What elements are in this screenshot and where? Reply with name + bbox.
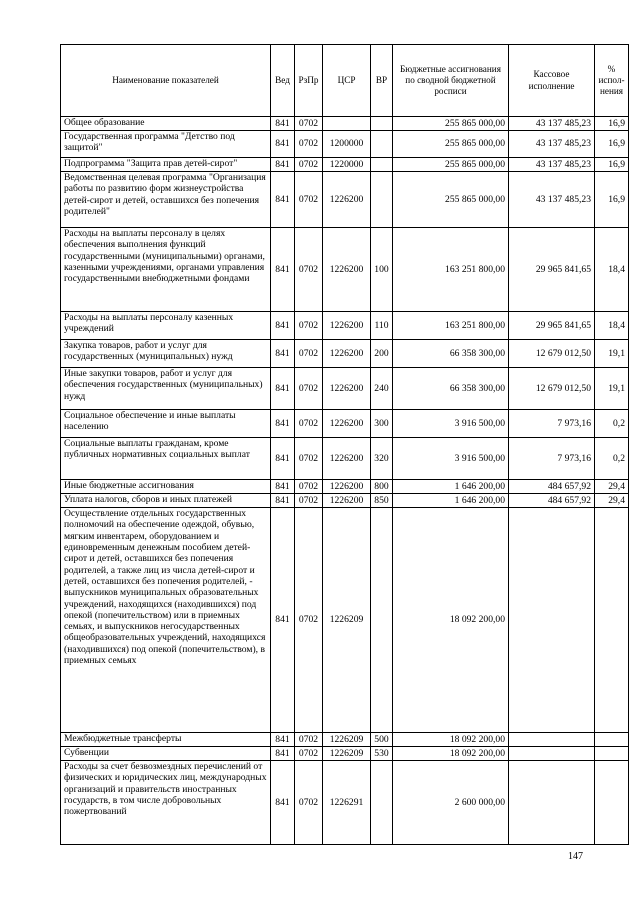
row-percent: 18,4 xyxy=(595,312,629,340)
row-name: Расходы на выплаты персоналу в целях обеспечения выполнения функций государственными (муниципальными) органами, казенными учреждениями, органами управления государственными внебюджетными фондами xyxy=(61,228,271,312)
row-cash: 43 137 485,23 xyxy=(509,158,595,172)
row-name: Социальное обеспечение и иные выплаты населению xyxy=(61,410,271,438)
table-row xyxy=(61,761,629,845)
table-row xyxy=(61,733,629,747)
row-ved: 841 xyxy=(271,494,295,508)
table-row xyxy=(61,480,629,494)
row-rzpr: 0702 xyxy=(295,340,323,368)
row-name: Уплата налогов, сборов и иных платежей xyxy=(61,494,271,508)
row-budget: 18 092 200,00 xyxy=(393,747,509,761)
row-ved: 841 xyxy=(271,117,295,131)
row-budget: 1 646 200,00 xyxy=(393,480,509,494)
row-vr: 800 xyxy=(371,480,393,494)
row-ved: 841 xyxy=(271,368,295,410)
row-name: Расходы на выплаты персоналу казенных учреждений xyxy=(61,312,271,340)
row-ved: 841 xyxy=(271,761,295,845)
row-rzpr: 0702 xyxy=(295,733,323,747)
row-csr: 1226200 xyxy=(323,340,371,368)
table-row xyxy=(61,494,629,508)
row-percent: 16,9 xyxy=(595,117,629,131)
row-name: Государственная программа "Детство под защитой" xyxy=(61,131,271,158)
row-csr: 1226200 xyxy=(323,410,371,438)
row-budget: 66 358 300,00 xyxy=(393,368,509,410)
row-csr: 1226200 xyxy=(323,480,371,494)
row-ved: 841 xyxy=(271,747,295,761)
row-csr: 1226200 xyxy=(323,438,371,480)
row-rzpr: 0702 xyxy=(295,172,323,228)
row-vr: 300 xyxy=(371,410,393,438)
row-percent xyxy=(595,733,629,747)
table-row xyxy=(61,312,629,340)
row-budget: 163 251 800,00 xyxy=(393,228,509,312)
row-name: Межбюджетные трансферты xyxy=(61,733,271,747)
row-ved: 841 xyxy=(271,158,295,172)
row-budget: 163 251 800,00 xyxy=(393,312,509,340)
table-row xyxy=(61,438,629,480)
row-ved: 841 xyxy=(271,480,295,494)
row-name: Субвенции xyxy=(61,747,271,761)
row-name: Расходы за счет безвозмездных перечислений от физических и юридических лиц, международных организаций и правительств иностранных государств, в том числе добровольных пожертвований xyxy=(61,761,271,845)
row-vr xyxy=(371,131,393,158)
row-cash: 484 657,92 xyxy=(509,494,595,508)
row-percent xyxy=(595,747,629,761)
row-percent: 0,2 xyxy=(595,438,629,480)
row-vr: 500 xyxy=(371,733,393,747)
row-vr: 110 xyxy=(371,312,393,340)
row-budget: 18 092 200,00 xyxy=(393,733,509,747)
header-rzpr: РзПр xyxy=(295,45,323,117)
header-csr: ЦСР xyxy=(323,45,371,117)
row-budget: 18 092 200,00 xyxy=(393,508,509,733)
row-percent: 18,4 xyxy=(595,228,629,312)
row-cash xyxy=(509,733,595,747)
table-row xyxy=(61,131,629,158)
row-cash: 43 137 485,23 xyxy=(509,117,595,131)
row-budget: 255 865 000,00 xyxy=(393,158,509,172)
row-vr xyxy=(371,508,393,733)
row-csr xyxy=(323,117,371,131)
row-name: Общее образование xyxy=(61,117,271,131)
row-percent: 16,9 xyxy=(595,172,629,228)
row-csr: 1226200 xyxy=(323,312,371,340)
row-csr: 1226291 xyxy=(323,761,371,845)
row-cash: 7 973,16 xyxy=(509,438,595,480)
row-percent: 16,9 xyxy=(595,131,629,158)
row-ved: 841 xyxy=(271,312,295,340)
row-budget: 255 865 000,00 xyxy=(393,117,509,131)
row-rzpr: 0702 xyxy=(295,480,323,494)
row-cash: 43 137 485,23 xyxy=(509,131,595,158)
row-rzpr: 0702 xyxy=(295,747,323,761)
row-percent: 29,4 xyxy=(595,480,629,494)
row-csr: 1226209 xyxy=(323,733,371,747)
row-budget: 66 358 300,00 xyxy=(393,340,509,368)
row-cash: 12 679 012,50 xyxy=(509,368,595,410)
table-row xyxy=(61,340,629,368)
row-vr xyxy=(371,158,393,172)
row-percent xyxy=(595,761,629,845)
row-cash: 29 965 841,65 xyxy=(509,228,595,312)
table-row xyxy=(61,172,629,228)
row-csr: 1200000 xyxy=(323,131,371,158)
row-budget: 3 916 500,00 xyxy=(393,438,509,480)
row-name: Закупка товаров, работ и услуг для государственных (муниципальных) нужд xyxy=(61,340,271,368)
row-rzpr: 0702 xyxy=(295,312,323,340)
row-percent: 0,2 xyxy=(595,410,629,438)
row-vr: 320 xyxy=(371,438,393,480)
row-vr: 240 xyxy=(371,368,393,410)
row-rzpr: 0702 xyxy=(295,368,323,410)
row-rzpr: 0702 xyxy=(295,508,323,733)
row-rzpr: 0702 xyxy=(295,438,323,480)
row-ved: 841 xyxy=(271,131,295,158)
page-number: 147 xyxy=(568,851,583,862)
row-budget: 255 865 000,00 xyxy=(393,172,509,228)
row-csr: 1226200 xyxy=(323,172,371,228)
row-cash: 484 657,92 xyxy=(509,480,595,494)
row-vr: 100 xyxy=(371,228,393,312)
row-name: Осуществление отдельных государственных полномочий на обеспечение одеждой, обувью, мягким инвентарем, оборудованием и единовременным денежным пособием детей-сирот и детей, оставшихся без попечения родителей, а также лиц из числа детей-сирот и детей, оставшихся без попечения родителей, - выпускников муниципальных образовательных учреждений, находящихся (находившихся) под опекой (попечительством) или в приемных семьях, и выпускников негосударственных общеобразовательных учреждений, находящихся (находившихся) под опекой (попечительством), в приемных семьях xyxy=(61,508,271,733)
table-header-row xyxy=(61,45,629,117)
row-cash xyxy=(509,508,595,733)
row-cash: 43 137 485,23 xyxy=(509,172,595,228)
row-name: Социальные выплаты гражданам, кроме публичных нормативных социальных выплат xyxy=(61,438,271,480)
row-percent: 19,1 xyxy=(595,340,629,368)
row-name: Иные закупки товаров, работ и услуг для обеспечения государственных (муниципальных) нужд xyxy=(61,368,271,410)
row-ved: 841 xyxy=(271,508,295,733)
row-percent xyxy=(595,508,629,733)
row-csr: 1226200 xyxy=(323,494,371,508)
row-cash: 29 965 841,65 xyxy=(509,312,595,340)
row-vr: 850 xyxy=(371,494,393,508)
row-ved: 841 xyxy=(271,733,295,747)
row-budget: 1 646 200,00 xyxy=(393,494,509,508)
row-cash xyxy=(509,761,595,845)
row-ved: 841 xyxy=(271,438,295,480)
row-vr: 530 xyxy=(371,747,393,761)
row-vr xyxy=(371,172,393,228)
row-name: Иные бюджетные ассигнования xyxy=(61,480,271,494)
table-row xyxy=(61,747,629,761)
row-cash xyxy=(509,747,595,761)
row-budget: 2 600 000,00 xyxy=(393,761,509,845)
row-csr: 1226209 xyxy=(323,747,371,761)
header-budget: Бюджетные ассигнования по сводной бюджетной росписи xyxy=(393,45,509,117)
row-percent: 19,1 xyxy=(595,368,629,410)
row-vr xyxy=(371,761,393,845)
row-csr: 1220000 xyxy=(323,158,371,172)
row-ved: 841 xyxy=(271,410,295,438)
row-rzpr: 0702 xyxy=(295,131,323,158)
header-percent: % испол-нения xyxy=(595,45,629,117)
row-budget: 3 916 500,00 xyxy=(393,410,509,438)
row-name: Подпрограмма "Защита прав детей-сирот" xyxy=(61,158,271,172)
row-name: Ведомственная целевая программа "Организация работы по развитию форм жизнеустройства детей-сирот и детей, оставшихся без попечения родителей" xyxy=(61,172,271,228)
row-percent: 16,9 xyxy=(595,158,629,172)
table-row xyxy=(61,508,629,733)
header-ved: Вед xyxy=(271,45,295,117)
header-name: Наименование показателей xyxy=(61,45,271,117)
row-cash: 7 973,16 xyxy=(509,410,595,438)
header-cash: Кассовое исполнение xyxy=(509,45,595,117)
row-percent: 29,4 xyxy=(595,494,629,508)
row-cash: 12 679 012,50 xyxy=(509,340,595,368)
table-row xyxy=(61,410,629,438)
row-budget: 255 865 000,00 xyxy=(393,131,509,158)
header-vr: ВР xyxy=(371,45,393,117)
row-ved: 841 xyxy=(271,172,295,228)
row-csr: 1226200 xyxy=(323,368,371,410)
row-vr: 200 xyxy=(371,340,393,368)
row-rzpr: 0702 xyxy=(295,228,323,312)
row-rzpr: 0702 xyxy=(295,410,323,438)
table-row xyxy=(61,368,629,410)
row-ved: 841 xyxy=(271,340,295,368)
row-csr: 1226200 xyxy=(323,228,371,312)
table-row xyxy=(61,117,629,131)
budget-table xyxy=(60,44,629,845)
row-rzpr: 0702 xyxy=(295,158,323,172)
table-row xyxy=(61,158,629,172)
row-rzpr: 0702 xyxy=(295,761,323,845)
table-row xyxy=(61,228,629,312)
row-vr xyxy=(371,117,393,131)
row-rzpr: 0702 xyxy=(295,117,323,131)
row-rzpr: 0702 xyxy=(295,494,323,508)
row-csr: 1226209 xyxy=(323,508,371,733)
row-ved: 841 xyxy=(271,228,295,312)
